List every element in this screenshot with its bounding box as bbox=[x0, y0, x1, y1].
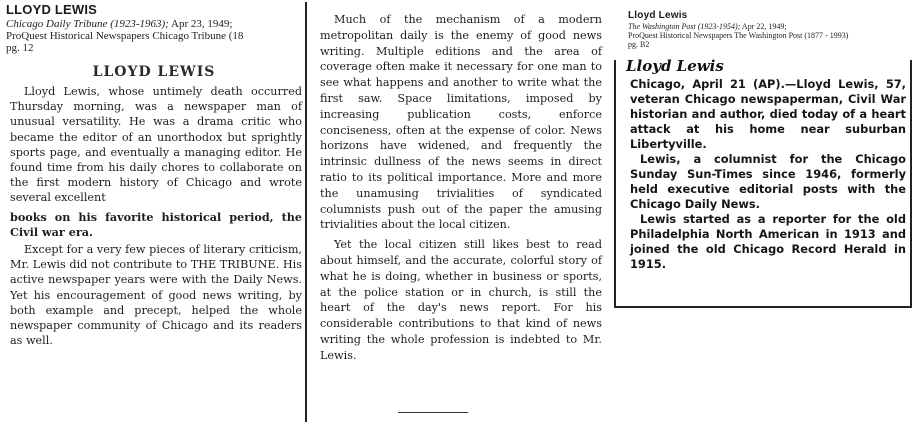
citation-date: Apr 23, 1949; bbox=[168, 18, 233, 30]
article-paragraph: Chicago, April 21 (AP).—Lloyd Lewis, 57, veteran Chicago newspaperman, Civil War historian and author, died today of a heart attack at his home near suburban Libertyville. bbox=[630, 77, 906, 151]
citation-publication: The Washington Post (1923-1954); bbox=[628, 22, 741, 31]
article-paragraph: Much of the mechanism of a modern metropolitan daily is the enemy of good news writing. Multiple editions and the area of coverage often make it necessary for one man to see what happens and another to write what the first saw. Space limitations, imposed by increasing publication costs, enforce conciseness, often at the expense of color. News horizons have widened, and frequently the intrinsic dullness of the news seems in direct ratio to its political importance. More and more the unamusing trivialities of syndicated columnists push out of the paper the amusing trivialities about the local citizen. bbox=[320, 13, 602, 232]
article-headline: LLOYD LEWIS bbox=[92, 64, 216, 80]
citation-title: Lloyd Lewis bbox=[628, 10, 688, 21]
article-paragraph: Lewis started as a reporter for the old Philadelphia North American in 1913 and joined the old Chicago Record Herald in 1915. bbox=[630, 212, 906, 271]
citation-publication: Chicago Daily Tribune (1923-1963); bbox=[6, 18, 169, 30]
article-headline: Lloyd Lewis bbox=[626, 57, 724, 75]
citation-source bbox=[6, 18, 306, 30]
clipping-border-right bbox=[910, 60, 912, 308]
end-rule bbox=[398, 412, 468, 413]
clipping-border-left bbox=[614, 60, 616, 308]
tribune-clipping bbox=[2, 2, 306, 422]
citation-title: LLOYD LEWIS bbox=[6, 2, 98, 17]
article-paragraph: Lewis, a columnist for the Chicago Sunday Sun-Times since 1946, formerly held executive editorial posts with the Chicago Daily News. bbox=[630, 152, 906, 211]
washington-post-clipping bbox=[616, 10, 912, 310]
citation-page: pg. 12 bbox=[6, 42, 34, 54]
citation-database: ProQuest Historical Newspapers Chicago Tribune (18 bbox=[6, 30, 244, 42]
citation-database: ProQuest Historical Newspapers The Washington Post (1877 - 1993) bbox=[628, 31, 849, 40]
citation-date: Apr 22, 1949; bbox=[740, 22, 787, 31]
tribune-continuation-clipping bbox=[306, 2, 608, 422]
clipping-divider bbox=[305, 2, 307, 422]
article-paragraph: Lloyd Lewis, whose untimely death occurred Thursday morning, was a newspaper man of unusual versatility. He was a drama critic who became the editor of an unorthodox but sprightly sports page, and eventually a managing editor. He found time from his daily chores to collaborate on the first modern history of Chicago and wrote several excellent bbox=[10, 85, 302, 205]
citation-source bbox=[628, 22, 912, 31]
citation-page: pg. B2 bbox=[628, 40, 650, 49]
article-paragraph: Yet the local citizen still likes best to read about himself, and the accurate, colorful story of what he is doing, whether in business or sports, at the police station or in church, is still the heart of the day's news report. For his considerable contributions to that kind of news writing the whole profession is indebted to Mr. Lewis. bbox=[320, 238, 602, 362]
article-paragraph: Except for a very few pieces of literary criticism, Mr. Lewis did not contribute to THE TRIBUNE. His active newspaper years were with the Daily News. Yet his encouragement of good news writing, by both example and precept, helped the whole newspaper community of Chicago and its readers as well. bbox=[10, 243, 302, 348]
clipping-border-bottom bbox=[614, 306, 912, 308]
article-paragraph: books on his favorite historical period, the Civil war era. bbox=[10, 209, 302, 239]
